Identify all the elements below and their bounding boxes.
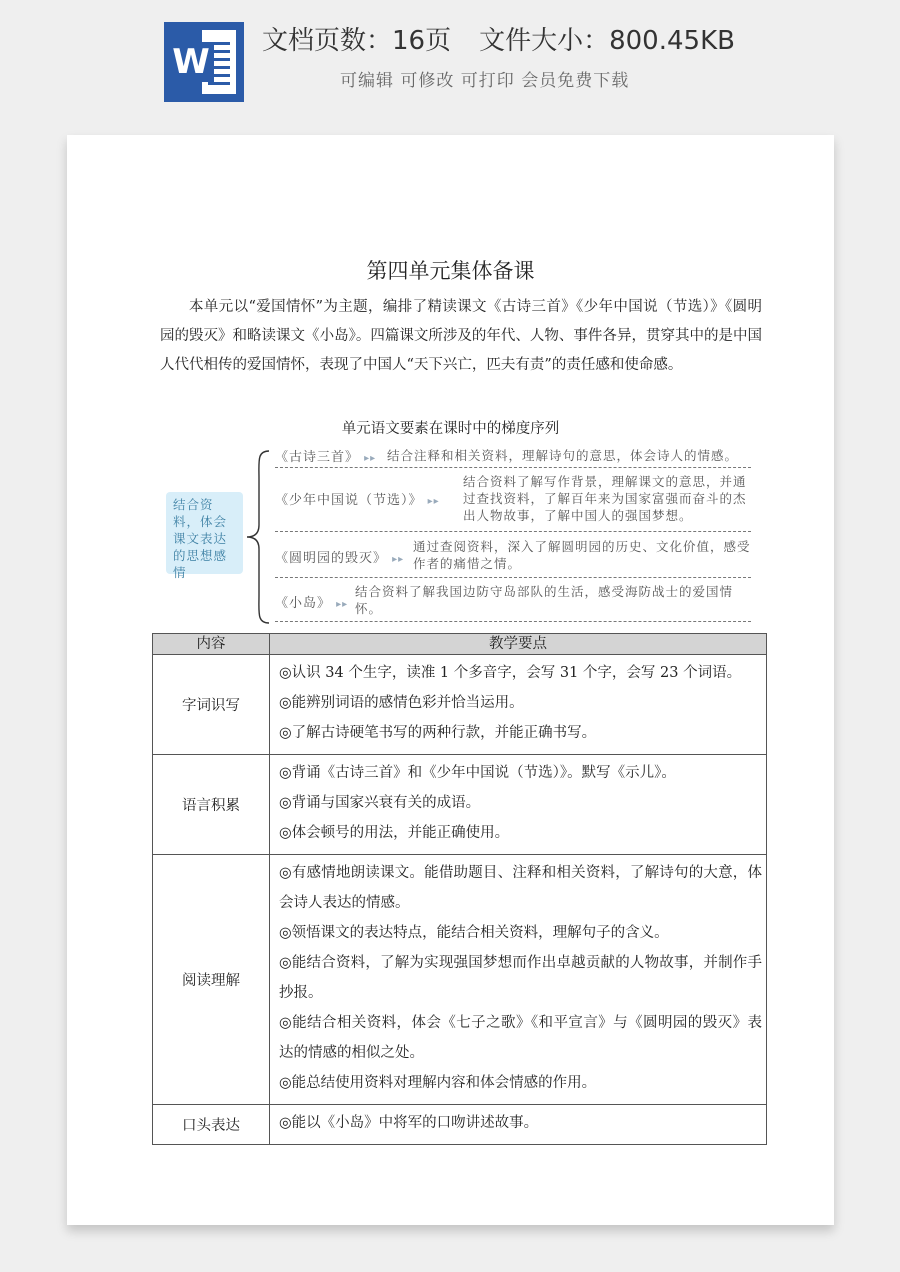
point-item: ◎有感情地朗读课文。能借助题目、注释和相关资料，了解诗句的大意，体会诗人表达的情感。 [279,865,762,911]
point-item: ◎能以《小岛》中将军的口吻讲述故事。 [279,1115,539,1131]
point-item: ◎能总结使用资料对理解内容和体会情感的作用。 [279,1075,597,1091]
arrow-icon: ▸▸ [392,554,405,565]
diagram-summary-box: 结合资料，体会课文表达的思想感情 [166,492,243,574]
point-item: ◎背诵《古诗三首》和《少年中国说（节选）》。默写《示儿》。 [279,765,676,781]
intro-paragraph: 本单元以“爱国情怀”为主题，编排了精读课文《古诗三首》《少年中国说（节选）》《圆明园的毁灭》和略读课文《小岛》。四篇课文所涉及的年代、人物、事件各异，贯穿其中的是中国人代代相传的爱国情怀，表现了中国人“天下兴亡，匹夫有责”的责任感和使命感。 [160,299,762,373]
category-cell: 阅读理解 [153,855,270,1105]
table-header-row [153,634,767,655]
diagram-row [275,579,751,622]
arrow-icon: ▸▸ [427,496,440,507]
feature-list: 可编辑 可修改 可打印 会员免费下载 [340,71,630,91]
diagram-row [275,469,751,532]
category-cell: 语言积累 [153,755,270,855]
point-item: ◎体会顿号的用法，并能正确使用。 [279,825,510,841]
lesson-title: 《小岛》 [275,596,332,611]
point-item: ◎能辨别词语的感情色彩并恰当运用。 [279,695,524,711]
file-info [262,20,735,57]
table-row [153,655,767,755]
download-header [0,0,900,120]
point-item: ◎背诵与国家兴衰有关的成语。 [279,795,481,811]
file-size: 文件大小：800.45KB [479,26,735,56]
arrow-icon: ▸▸ [364,453,377,464]
diagram-title: 单元语文要素在课时中的梯度序列 [341,421,560,437]
table-row [153,1105,767,1145]
category-cell: 字词识写 [153,655,270,755]
table-row [153,855,767,1105]
points-cell [270,655,767,755]
lesson-desc: 结合资料了解我国边防守岛部队的生活，感受海防战士的爱国情怀。 [355,584,734,616]
lesson-desc: 通过查阅资料，深入了解圆明园的历史、文化价值，感受作者的痛惜之情。 [413,539,751,571]
word-icon-letter: W [168,42,214,82]
brace-icon [243,449,273,625]
lesson-title: 《圆明园的毁灭》 [275,551,388,566]
document-page [67,135,834,1225]
lesson-title: 《少年中国说（节选）》 [275,493,423,508]
category-cell: 口头表达 [153,1105,270,1145]
lesson-desc: 结合资料了解写作背景，理解课文的意思，并通过查找资料，了解百年来为国家富强而奋斗的杰出人物故事，了解中国人的强国梦想。 [463,474,747,523]
teaching-points-table [152,633,767,1145]
point-item: ◎能结合相关资料，体会《七子之歌》《和平宣言》与《圆明园的毁灭》表达的情感的相似之处。 [279,1015,762,1061]
diagram-row [275,443,751,468]
point-item: ◎能结合资料，了解为实现强国梦想而作出卓越贡献的人物故事，并制作手抄报。 [279,955,762,1001]
column-header: 内容 [153,634,270,655]
lesson-title: 《古诗三首》 [275,450,360,465]
point-item: ◎领悟课文的表达特点，能结合相关资料，理解句子的含义。 [279,925,669,941]
diagram-row [275,533,751,578]
points-cell [270,855,767,1105]
lesson-desc: 结合注释和相关资料，理解诗句的意思，体会诗人的情感。 [387,448,739,463]
points-cell [270,1105,767,1145]
page-count: 文档页数：16页 [262,26,452,56]
point-item: ◎认识 34 个生字，读准 1 个多音字，会写 31 个字，会写 23 个词语。 [279,665,742,681]
page-title: 第四单元集体备课 [366,259,535,283]
table-row [153,755,767,855]
column-header: 教学要点 [270,634,767,655]
point-item: ◎了解古诗硬笔书写的两种行款，并能正确书写。 [279,725,597,741]
word-icon [164,22,244,102]
points-cell [270,755,767,855]
arrow-icon: ▸▸ [336,599,349,610]
